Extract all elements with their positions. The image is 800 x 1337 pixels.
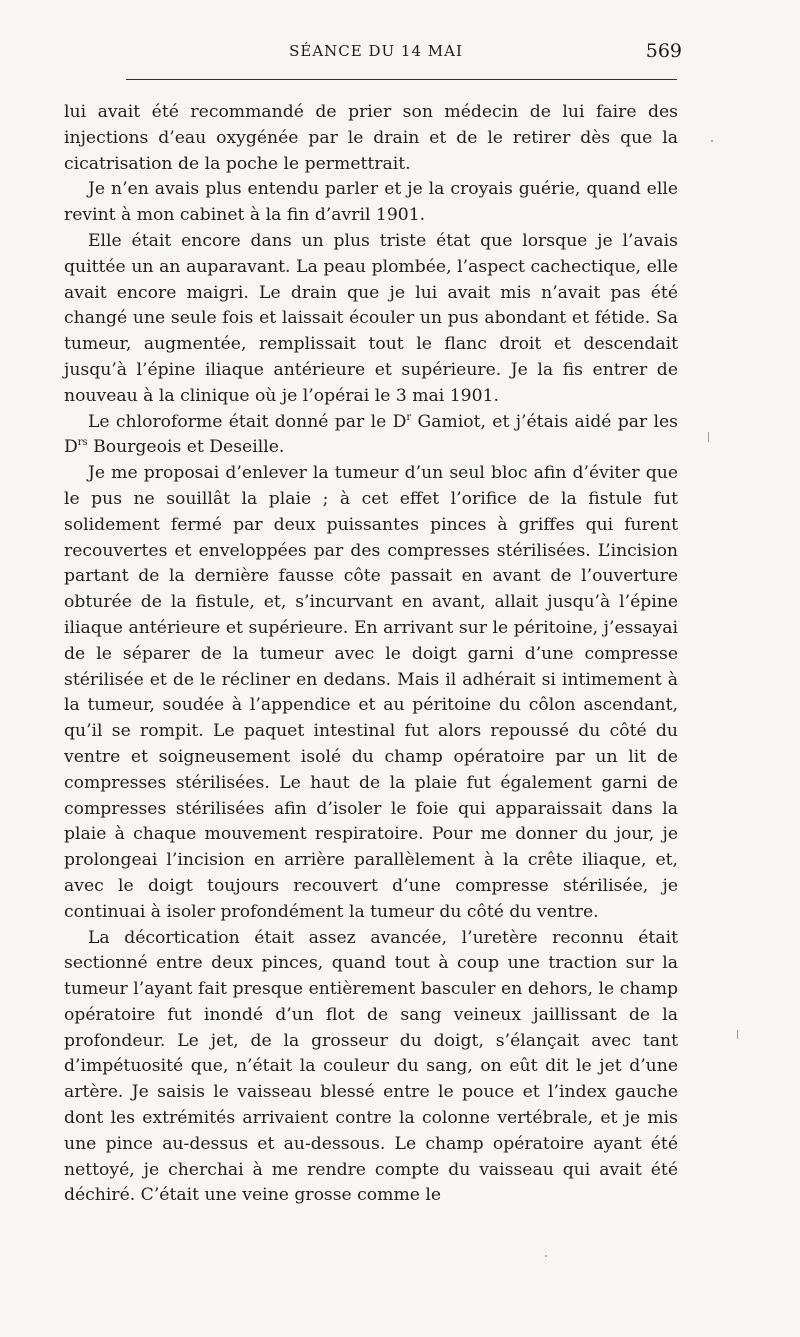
- header-rule: [126, 79, 677, 80]
- paragraph-6: La décortication était assez avancée, l’uretère reconnu était sectionné entre deux pinces, quand tout à coup une traction sur la tumeur l’ayant fait presque entièrement basculer en dehors, le champ opératoire fut inondé d’un flot de sang veineux jaillissant de la profondeur. Le jet, de la grosseur du doigt, s’élançait avec tant d’impétuosité que, n’était la couleur du sang, on eût dit le jet d’une artère. Je saisis le vaisseau blessé entre le pouce et l’index gauche dont les extrémités arrivaient contre la colonne vertébrale, et je mis une pince au-dessus et au-dessous. Le champ opératoire ayant été nettoyé, je cherchai à me rendre compte du vaisseau qui avait été déchiré. C’était une veine grosse comme le: [64, 927, 678, 1206]
- paper-speck: [737, 1030, 738, 1039]
- paper-speck: [545, 1255, 547, 1257]
- paragraph-4-text-c: Bourgeois et Deseille.: [87, 437, 285, 458]
- running-title: SÉANCE DU 14 MAI: [289, 42, 463, 60]
- paragraph-4-sup-a: r: [406, 411, 412, 423]
- paragraph-3: Elle était encore dans un plus triste état que lorsque je l’avais quittée un an auparavant. La peau plombée, l’aspect cachectique, elle avait encore maigri. Le drain que je lui avait mis n’avait pas été changé une seule fois et laissait écouler un pus abondant et fétide. Sa tumeur, augmentée, remplissait tout le flanc droit et descendait jusqu’à l’épine iliaque antérieure et supérieure. Je la fis entrer de nouveau à la clinique où je l’opérai le 3 mai 1901.: [64, 230, 678, 406]
- paper-speck: [708, 432, 709, 442]
- page-number: 569: [645, 40, 682, 62]
- paragraph-4-text-b: Gamiot, et j’étais aidé par les D: [64, 411, 679, 458]
- paragraph-4-text-a: Le chloroforme était donné par le D: [88, 411, 407, 432]
- page-header: [70, 42, 682, 72]
- paragraph-4: [64, 410, 678, 462]
- paragraph-1: lui avait été recommandé de prier son médecin de lui faire des injections d’eau oxygénée par le drain et de le retirer dès que la cicatrisation de la poche le permettrait.: [64, 102, 678, 174]
- paragraph-5: Je me proposai d’enlever la tumeur d’un seul bloc afin d’éviter que le pus ne souillât la plaie ; à cet effet l’orifice de la fistule fut solidement fermé par deux puissantes pinces à griffes qui furent recouvertes et enveloppées par des compresses stérilisées. L’incision partant de la dernière fausse côte passait en avant de l’ouverture obturée de la fistule, et, s’incurvant en avant, allait jusqu’à l’épine iliaque antérieure et supérieure. En arrivant sur le péritoine, j’essayai de le séparer de la tumeur avec le doigt garni d’une compresse stérilisée et de le récliner en dedans. Mais il adhérait si intimement à la tumeur, soudée à l’appendice et au péritoine du côlon ascendant, qu’il se rompit. Le paquet intestinal fut alors repoussé du côté du ventre et soigneusement isolé du champ opératoire par un lit de compresses stérilisées. Le haut de la plaie fut également garni de compresses stérilisées afin d’isoler le foie qui apparaissait dans la plaie à chaque mouvement respiratoire. Pour me donner du jour, je prolongeai l’incision en arrière parallèlement à la crête iliaque, et, avec le doigt toujours recouvert d’une compresse stérilisée, je continuai à isoler profondément la tumeur du côté du ventre.: [64, 463, 678, 922]
- paragraph-4-sup-b: rs: [77, 437, 88, 449]
- paper-speck: [711, 140, 713, 142]
- paragraph-2: Je n’en avais plus entendu parler et je la croyais guérie, quand elle revint à mon cabinet à la fin d’avril 1901.: [64, 179, 678, 226]
- body-text: [64, 100, 678, 1209]
